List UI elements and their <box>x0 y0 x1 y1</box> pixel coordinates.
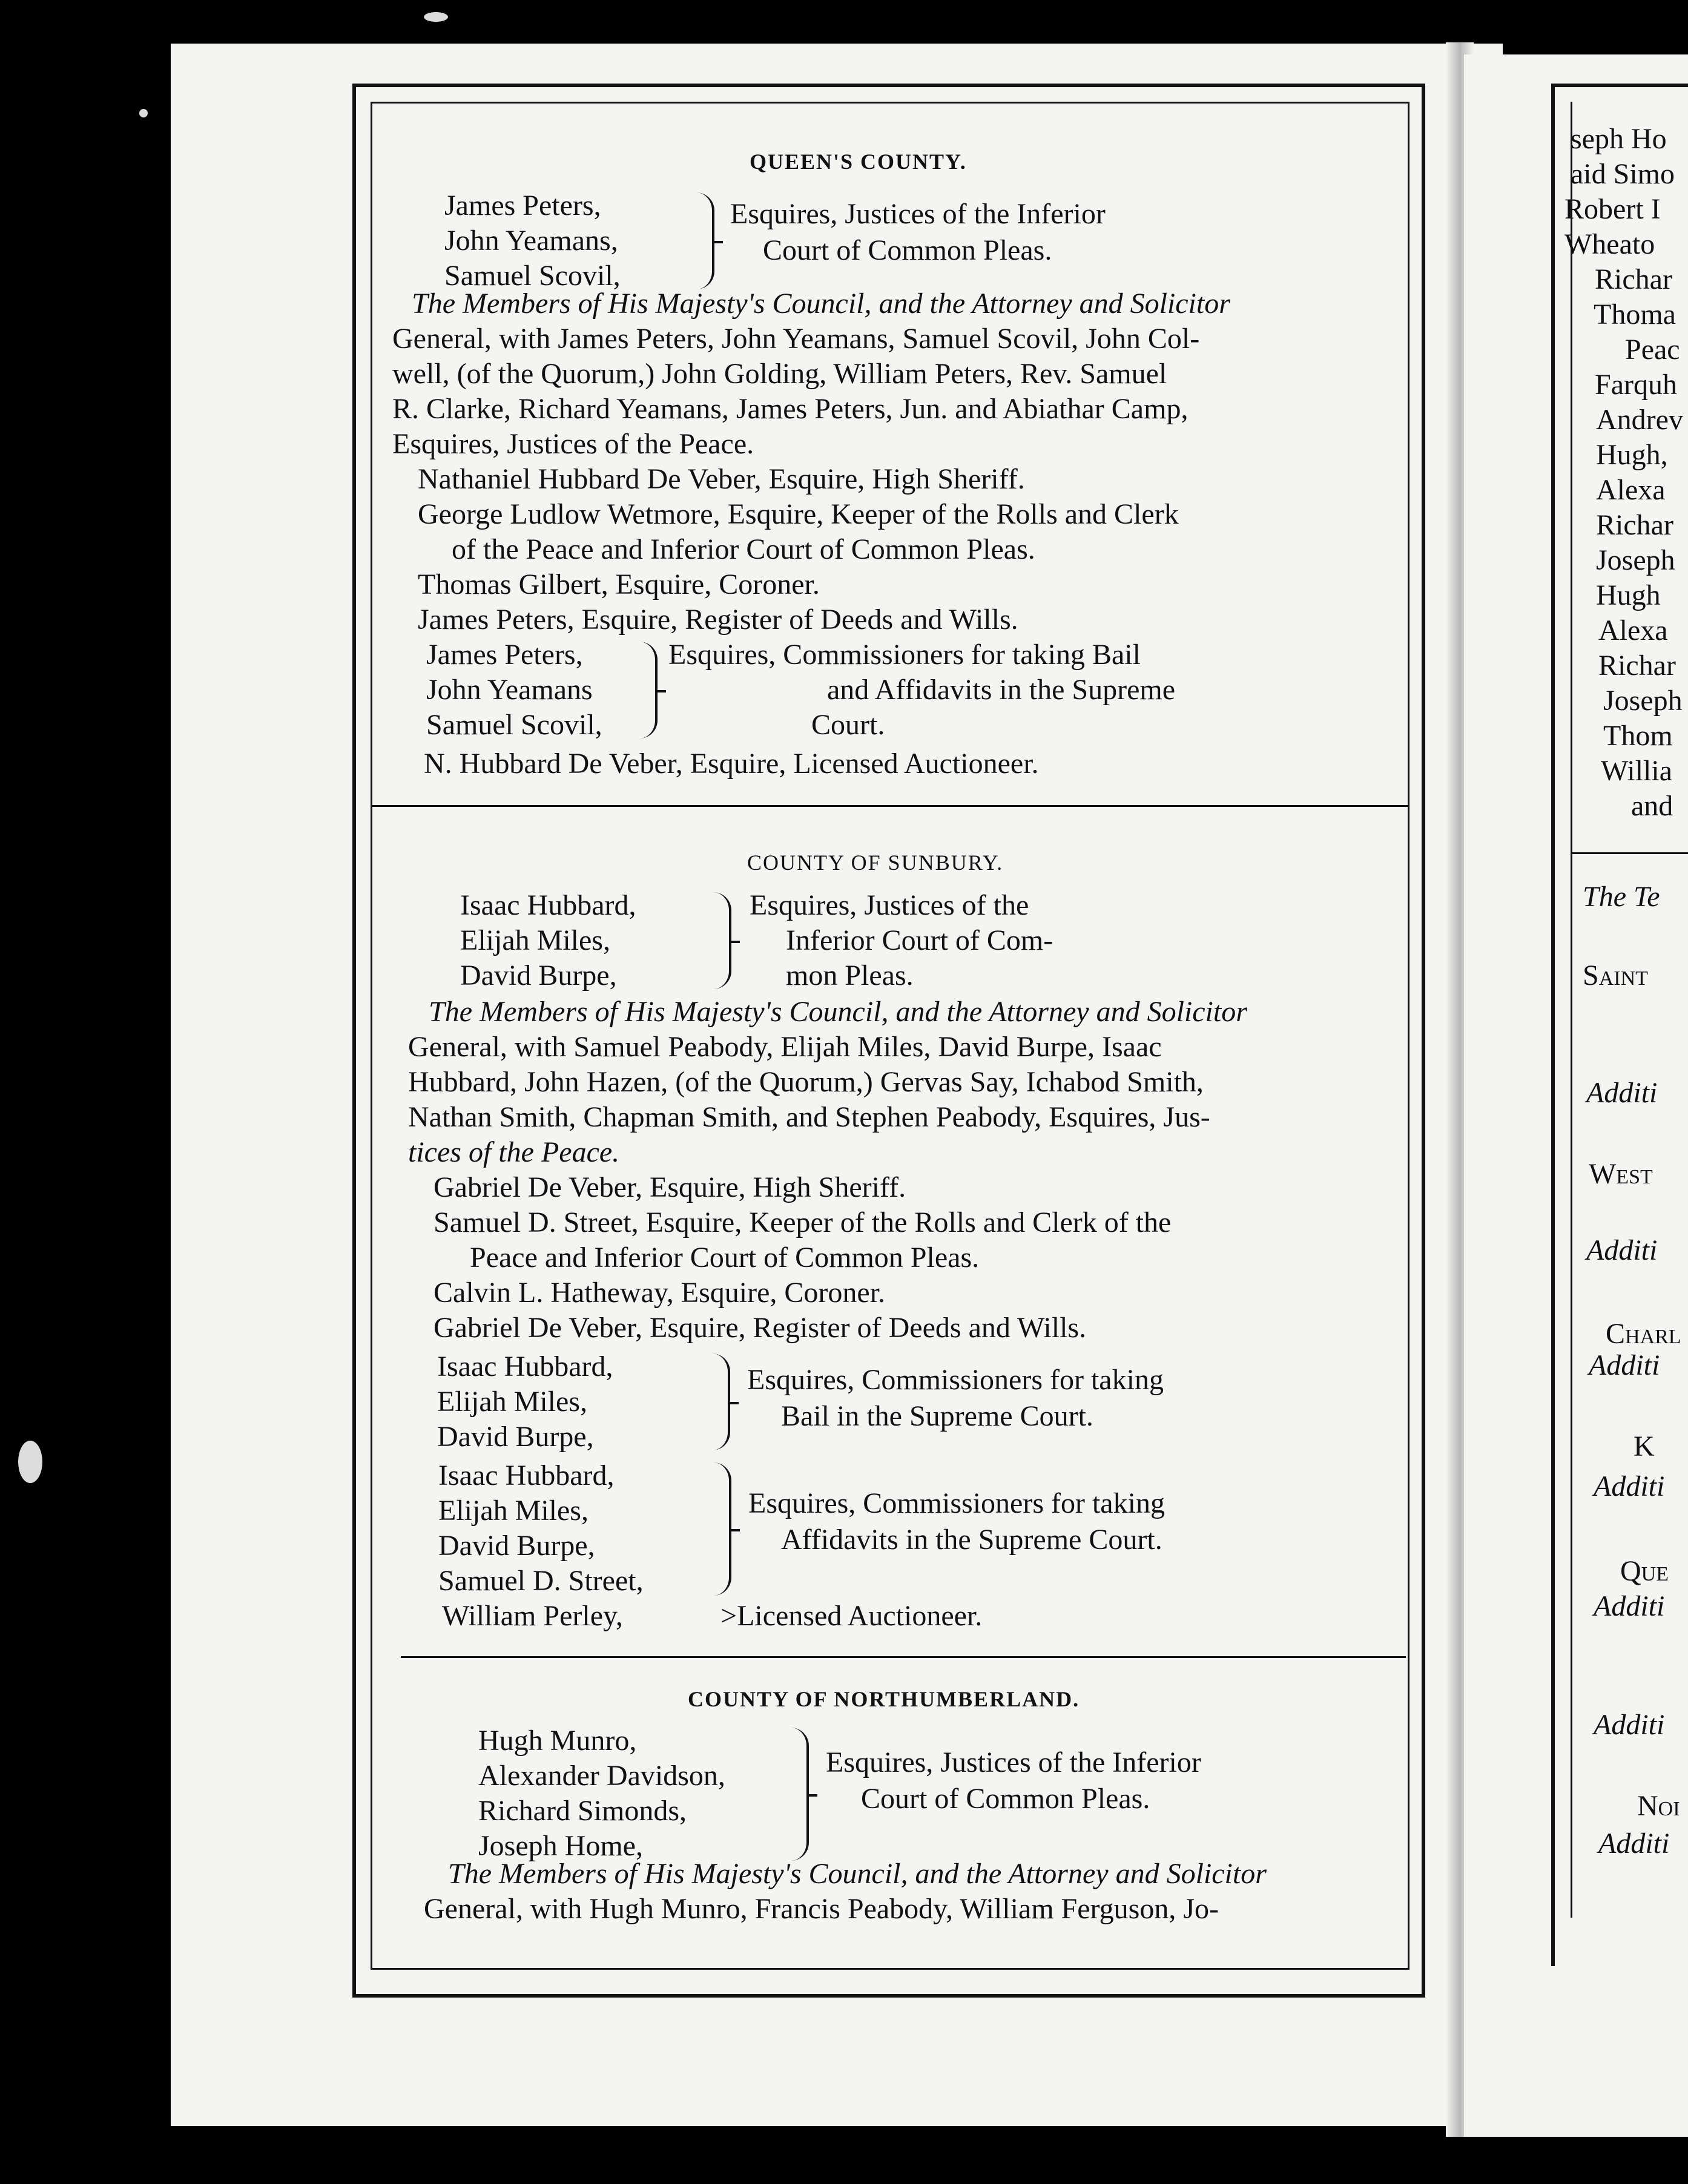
queens-commissioners-title: Court. <box>811 709 885 741</box>
sunbury-officer: Gabriel De Veber, Esquire, High Sheriff. <box>434 1171 906 1203</box>
section-divider <box>401 1656 1406 1658</box>
queens-council-line: The Members of His Majesty's Council, and the Attorney and Solicitor <box>412 288 1230 320</box>
queens-judge-name: James Peters, <box>444 189 601 222</box>
sunbury-affidavit-name: David Burpe, <box>438 1530 595 1562</box>
northumberland-county-title: COUNTY OF NORTHUMBERLAND. <box>688 1687 1080 1711</box>
right-page-line: Farquh <box>1595 369 1677 401</box>
queens-judges-title: Court of Common Pleas. <box>763 234 1052 266</box>
sunbury-judge-name: David Burpe, <box>460 959 617 992</box>
northumberland-judges-title: Court of Common Pleas. <box>861 1783 1150 1815</box>
sunbury-judges-title: Esquires, Justices of the <box>750 889 1029 921</box>
right-page-line: Hugh, <box>1596 439 1668 471</box>
queens-county-title: QUEEN'S COUNTY. <box>750 150 967 174</box>
right-page-line: Willia <box>1601 755 1673 787</box>
right-page-divider <box>1571 852 1688 854</box>
right-page-line: Robert I <box>1564 193 1661 225</box>
right-page-line: Richar <box>1598 650 1676 682</box>
queens-judges-title: Esquires, Justices of the Inferior <box>730 198 1106 230</box>
northumberland-judge-name: Alexander Davidson, <box>478 1760 725 1792</box>
sunbury-bail-title: Bail in the Supreme Court. <box>781 1400 1093 1432</box>
right-page-line: aid Simo <box>1571 158 1675 190</box>
sunbury-council-line: The Members of His Majesty's Council, and the Attorney and Solicitor <box>429 996 1247 1028</box>
queens-council-line: General, with James Peters, John Yeamans, Samuel Scovil, John Col- <box>392 323 1200 355</box>
sunbury-judge-name: Elijah Miles, <box>460 924 610 956</box>
right-page-heading: Noi <box>1637 1790 1680 1822</box>
brace-icon <box>712 1353 730 1450</box>
paper-speck <box>18 1441 42 1483</box>
sunbury-county-title: COUNTY OF SUNBURY. <box>747 850 1004 875</box>
right-page-heading: Additi <box>1598 1827 1670 1860</box>
queens-officer: George Ludlow Wetmore, Esquire, Keeper of the Rolls and Clerk <box>418 498 1179 530</box>
paper-speck <box>424 12 448 22</box>
sunbury-affidavit-name: Samuel D. Street, <box>438 1565 644 1597</box>
sunbury-council-line: General, with Samuel Peabody, Elijah Miles, David Burpe, Isaac <box>408 1031 1162 1063</box>
queens-officer: of the Peace and Inferior Court of Common Pleas. <box>452 533 1035 565</box>
queens-council-line: Esquires, Justices of the Peace. <box>392 428 754 460</box>
sunbury-officer: Samuel D. Street, Esquire, Keeper of the Rolls and Clerk of the <box>434 1206 1172 1238</box>
sunbury-bail-name: Isaac Hubbard, <box>437 1350 613 1383</box>
sunbury-officer: Calvin L. Hatheway, Esquire, Coroner. <box>434 1277 886 1309</box>
queens-commissioner-name: John Yeamans <box>426 674 593 706</box>
right-page-line: Thoma <box>1594 298 1676 331</box>
right-page-line: Joseph <box>1596 544 1675 576</box>
right-page-heading: Additi <box>1594 1590 1665 1622</box>
sunbury-affidavit-name: Isaac Hubbard, <box>438 1459 615 1492</box>
sunbury-council-line: tices of the Peace. <box>408 1136 620 1168</box>
queens-commissioners-title: and Affidavits in the Supreme <box>827 674 1176 706</box>
right-page-line: Peac <box>1625 334 1680 366</box>
right-page-heading: Additi <box>1586 1234 1658 1266</box>
sunbury-judges-title: Inferior Court of Com- <box>786 924 1053 956</box>
right-page-heading: K <box>1634 1430 1655 1462</box>
sunbury-affidavit-name: Elijah Miles, <box>438 1495 588 1527</box>
right-page-line: Joseph <box>1603 685 1683 717</box>
right-page-line: Alexa <box>1596 474 1666 506</box>
sunbury-bail-name: Elijah Miles, <box>437 1386 587 1418</box>
sunbury-bail-name: David Burpe, <box>437 1421 594 1453</box>
queens-commissioner-name: Samuel Scovil, <box>426 709 602 741</box>
right-page-line: Andrev <box>1596 404 1683 436</box>
right-page-border <box>1551 84 1555 1966</box>
northumberland-judge-name: Joseph Home, <box>478 1830 643 1862</box>
sunbury-officer: Gabriel De Veber, Esquire, Register of Deeds and Wills. <box>434 1312 1087 1344</box>
northumberland-judge-name: Richard Simonds, <box>478 1795 687 1827</box>
right-page-heading: Additi <box>1594 1470 1665 1502</box>
sunbury-judge-name: Isaac Hubbard, <box>460 889 636 921</box>
brace-icon <box>713 1462 731 1596</box>
right-page-heading: Additi <box>1589 1349 1660 1381</box>
right-page-line: Richar <box>1596 509 1673 541</box>
queens-officer: Thomas Gilbert, Esquire, Coroner. <box>418 568 820 600</box>
sunbury-auctioneer-title: >Licensed Auctioneer. <box>720 1600 983 1632</box>
right-page-inner-border <box>1571 102 1572 1918</box>
right-page-line: and <box>1631 790 1673 822</box>
queens-judge-name: John Yeamans, <box>444 225 618 257</box>
right-page-heading: West <box>1589 1158 1653 1190</box>
section-divider <box>371 805 1409 807</box>
brace-icon <box>696 192 714 289</box>
right-page-line: seph Ho <box>1571 123 1667 155</box>
paper-speck <box>139 109 148 117</box>
brace-icon <box>713 892 731 989</box>
northumberland-council-line: General, with Hugh Munro, Francis Peabody, William Ferguson, Jo- <box>424 1893 1219 1925</box>
right-page-line: Hugh <box>1596 579 1661 611</box>
sunbury-auctioneer-name: William Perley, <box>442 1600 623 1632</box>
right-page-heading: Saint <box>1583 959 1648 992</box>
right-page-heading: The Te <box>1583 881 1660 913</box>
queens-council-line: R. Clarke, Richard Yeamans, James Peters, Jun. and Abiathar Camp, <box>392 393 1189 425</box>
right-page-heading: Additi <box>1594 1709 1665 1741</box>
sunbury-council-line: Hubbard, John Hazen, (of the Quorum,) Gervas Say, Ichabod Smith, <box>408 1066 1204 1098</box>
right-page-line: Alexa <box>1598 614 1668 646</box>
brace-icon <box>639 642 658 738</box>
queens-judge-name: Samuel Scovil, <box>444 260 621 292</box>
right-page-line: Thom <box>1603 720 1673 752</box>
queens-commissioners-title: Esquires, Commissioners for taking Bail <box>668 639 1141 671</box>
sunbury-officer: Peace and Inferior Court of Common Pleas. <box>470 1242 980 1274</box>
northumberland-judge-name: Hugh Munro, <box>478 1725 637 1757</box>
right-page-heading: Charl <box>1606 1318 1681 1350</box>
right-page-line: Wheato <box>1564 228 1655 260</box>
right-page-heading: Additi <box>1586 1077 1658 1109</box>
right-page-heading: Que <box>1620 1555 1669 1587</box>
sunbury-council-line: Nathan Smith, Chapman Smith, and Stephen Peabody, Esquires, Jus- <box>408 1101 1210 1133</box>
northumberland-council-line: The Members of His Majesty's Council, and the Attorney and Solicitor <box>448 1858 1267 1890</box>
sunbury-affidavit-title: Affidavits in the Supreme Court. <box>781 1524 1162 1556</box>
queens-commissioner-name: James Peters, <box>426 639 583 671</box>
queens-auctioneer: N. Hubbard De Veber, Esquire, Licensed Auctioneer. <box>424 748 1039 780</box>
right-page-line: Richar <box>1595 263 1672 295</box>
right-page-border <box>1551 84 1688 87</box>
brace-icon <box>791 1728 809 1861</box>
queens-officer: James Peters, Esquire, Register of Deeds and Wills. <box>418 604 1018 636</box>
queens-council-line: well, (of the Quorum,) John Golding, William Peters, Rev. Samuel <box>392 358 1167 390</box>
sunbury-auctioneer-text: Licensed Auctioneer. <box>737 1600 983 1632</box>
sunbury-judges-title: mon Pleas. <box>786 959 914 992</box>
sunbury-bail-title: Esquires, Commissioners for taking <box>747 1364 1164 1396</box>
sunbury-affidavit-title: Esquires, Commissioners for taking <box>748 1487 1165 1519</box>
northumberland-judges-title: Esquires, Justices of the Inferior <box>826 1746 1201 1778</box>
queens-officer: Nathaniel Hubbard De Veber, Esquire, High Sheriff. <box>418 463 1025 495</box>
